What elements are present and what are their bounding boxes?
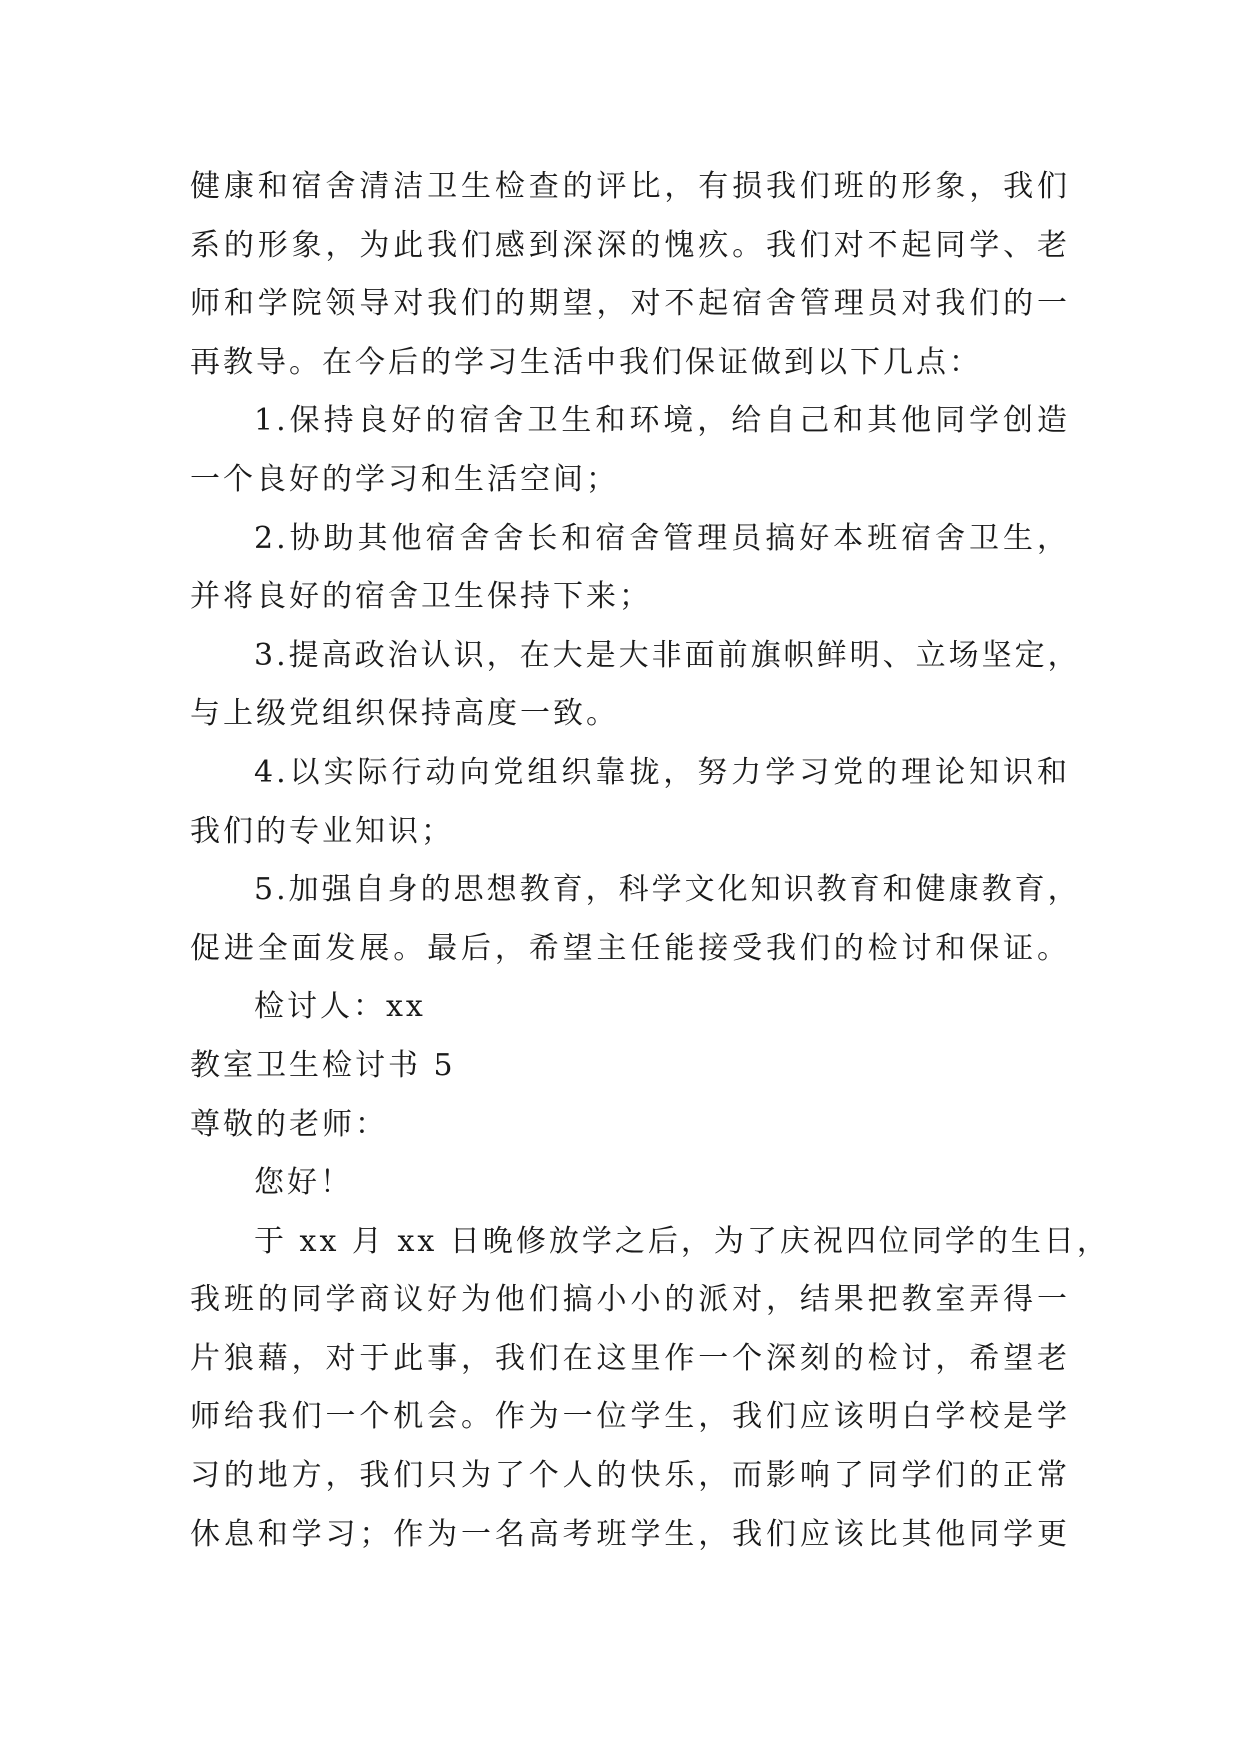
body-line: 师给我们一个机会。作为一位学生，我们应该明白学校是学 — [190, 1399, 1070, 1435]
list-item-2-line: 并将良好的宿舍卫生保持下来； — [190, 579, 652, 615]
body-line: 片狼藉，对于此事，我们在这里作一个深刻的检讨，希望老 — [190, 1340, 1070, 1376]
list-item-2-line: 2.协助其他宿舍舍长和宿舍管理员搞好本班宿舍卫生， — [254, 520, 1070, 556]
text-line: 师和学院领导对我们的期望，对不起宿舍管理员对我们的一 — [190, 286, 1070, 322]
list-item-5-line: 5.加强自身的思想教育，科学文化知识教育和健康教育， — [254, 872, 1081, 908]
list-item-1-line: 1.保持良好的宿舍卫生和环境，给自己和其他同学创造 — [254, 403, 1070, 439]
body-line: 我班的同学商议好为他们搞小小的派对，结果把教室弄得一 — [190, 1282, 1070, 1318]
body-line: 休息和学习；作为一名高考班学生，我们应该比其他同学更 — [190, 1516, 1070, 1552]
list-item-4-line: 4.以实际行动向党组织靠拢，努力学习党的理论知识和 — [254, 754, 1070, 790]
greeting: 您好！ — [254, 1165, 353, 1201]
body-line: 习的地方，我们只为了个人的快乐，而影响了同学们的正常 — [190, 1458, 1070, 1494]
text-line: 健康和宿舍清洁卫生检查的评比，有损我们班的形象，我们 — [190, 169, 1070, 204]
text-line: 再教导。在今后的学习生活中我们保证做到以下几点： — [190, 344, 982, 380]
document-text — [190, 158, 1110, 1564]
list-item-1-line: 一个良好的学习和生活空间； — [190, 461, 619, 497]
body-line: 于 xx 月 xx 日晚修放学之后，为了庆祝四位同学的生日， — [254, 1223, 1110, 1259]
list-item-3-line: 3.提高政治认识，在大是大非面前旗帜鲜明、立场坚定， — [254, 637, 1081, 673]
section-title: 教室卫生检讨书 5 — [190, 1047, 456, 1083]
list-item-4-line: 我们的专业知识； — [190, 813, 454, 849]
text-line: 系的形象，为此我们感到深深的愧疚。我们对不起同学、老 — [190, 227, 1070, 263]
list-item-5-line: 促进全面发展。最后，希望主任能接受我们的检讨和保证。 — [190, 930, 1070, 966]
signature: 检讨人：xx — [254, 989, 426, 1025]
list-item-3-line: 与上级党组织保持高度一致。 — [190, 696, 619, 732]
salutation: 尊敬的老师： — [190, 1106, 388, 1142]
